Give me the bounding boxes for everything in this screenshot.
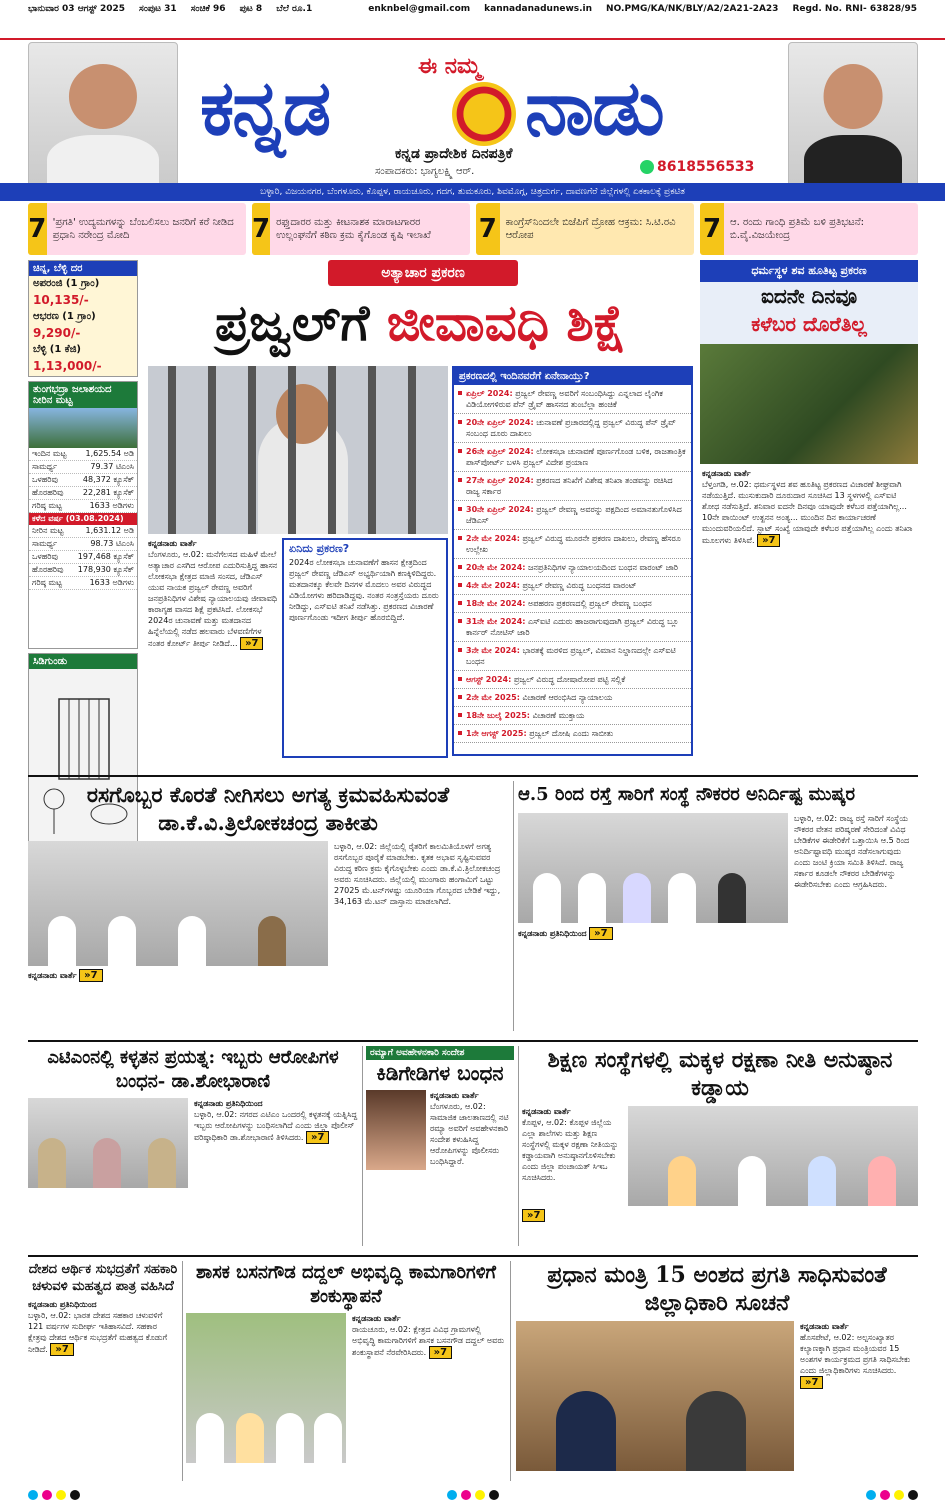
yellow-dot — [475, 1490, 485, 1500]
case-timeline — [452, 366, 693, 756]
lead-body-text: ಬೆಂಗಳೂರು, ಆ.02: ಮನೆಗೆಲಸದ ಮಹಿಳೆ ಮೇಲೆ ಅತ್ಯಾಚಾರ ಎಸಗಿದ ಆರೋಪ ಎದುರಿಸುತ್ತಿದ್ದ ಹಾಸನ ಲೋಕಸಭಾ ಕ್ಷೇತ್ರದ ಮಾಜಿ ಸಂಸದ, ಜೆಡಿಎಸ್ ಯುವ ನಾಯಕ ಪ್ರಜ್ವಲ್ ರೇವಣ್ಣ ಅವರಿಗೆ ಜನಪ್ರತಿನಿಧಿಗಳ ವಿಶೇಷ ನ್ಯಾಯಾಲಯವು ಜೀವಾವಧಿ ಕಾರಾಗೃಹ ವಾಸದ ಶಿಕ್ಷೆ ಪ್ರಕಟಿಸಿದೆ. ಲೋಕಸಭೆ 2024ರ ಚುನಾವಣೆ ಮತ್ತು ಮತದಾನದ ಹಿನ್ನೆಲೆಯಲ್ಲಿ ನಡೆದ ಹಲವಾರು ಬೆಳವಣಿಗೆಗಳ ನಂತರ ಕೋರ್ಟ್ ತೀರ್ಪು ನೀಡಿದೆ... — [148, 550, 278, 648]
atm-headline[interactable]: ಎಟಿಎಂನಲ್ಲಿ ಕಳ್ಳತನ ಪ್ರಯತ್ನ: ಇಬ್ಬರು ಆರೋಪಿಗಳ ಬಂಧನ- ಡಾ.ಶೋಭಾರಾಣಿ — [47, 1047, 339, 1092]
silver-value: 1,13,000/- — [33, 359, 102, 373]
jail-bar — [408, 366, 416, 534]
person-head — [276, 384, 330, 444]
cartoon-title: ಸಿಡಿಗುಂಡು — [29, 654, 137, 669]
timeline-event-text: ಪ್ರಜ್ವಲ್ ರೇವಣ್ಣ ಅವರನ್ನು ಪಕ್ಷದಿಂದ ಅಮಾನತುಗೊಳಿಸಿದ ಜೆಡಿಎಸ್ — [466, 505, 682, 525]
right-story-photo — [700, 344, 918, 464]
dam-row-value: 22,281 ಕ್ಯೂಸೆಕ್ — [82, 488, 134, 497]
fertilizer-body-text: ಬಳ್ಳಾರಿ, ಆ.02: ಜಿಲ್ಲೆಯಲ್ಲಿ ರೈತರಿಗೆ ಕಾಲಮಿತಿಯೊಳಗೆ ಅಗತ್ಯ ರಸಗೊಬ್ಬರ ಪೂರೈಕೆ ಮಾಡಬೇಕು. ಕೃತಕ ಅಭಾವ ಸೃಷ್ಟಿಸುವವರ ವಿರುದ್ಧ ಕಠಿಣ ಕ್ರಮ ಕೈಗೊಳ್ಳಬೇಕು ಎಂದು ಡಾ.ಕೆ.ವಿ.ತ್ರಿಲೋಕಚಂದ್ರ ಅವರು ಸೂಚಿಸಿದರು. ಜಿಲ್ಲೆಯಲ್ಲಿ ಮುಂಗಾರು ಹಂಗಾಮಿಗೆ ಒಟ್ಟು 27025 ಮೆ.ಟನ್‌ಗಳಷ್ಟು ಯೂರಿಯಾ ಗೊಬ್ಬರದ ಬೇಡಿಕೆ ಇದ್ದು, 34,163 ಮೆ.ಟನ್ ದಾಸ್ತಾನು ಮಾಡಲಾಗಿದೆ. — [334, 842, 501, 906]
gold-22-label: ಆಭರಣ (1 ಗ್ರಾಂ) — [33, 311, 96, 322]
teaser-4[interactable] — [700, 203, 918, 255]
left-leader-photo — [28, 42, 178, 197]
teaser-3[interactable] — [476, 203, 694, 255]
ramya-byline: ಕನ್ನಡನಾಡು ವಾರ್ತೆ — [430, 1091, 479, 1100]
dam-row-label: ಹೊರಹರಿವು — [32, 565, 64, 574]
timeline-event — [454, 414, 691, 443]
dadal-body-text: ರಾಯಚೂರು, ಆ.02: ಕ್ಷೇತ್ರದ ವಿವಿಧ ಗ್ರಾಮಗಳಲ್ಲಿ ಅಭಿವೃದ್ಧಿ ಕಾಮಗಾರಿಗಳಿಗೆ ಶಾಸಕ ಬಸನಗೌಡ ದದ್ದಲ್ ಅವರು ಶಂಕುಸ್ಥಾಪನೆ ನೆರವೇರಿಸಿದರು. — [352, 1325, 505, 1357]
teaser-text: ರಫ್ತುದಾರರ ಮತ್ತು ಕೀಟನಾಶಕ ಮಾರಾಟಗಾರರ ಉಲ್ಲಂಘನೆಗೆ ಕಠಿಣ ಕ್ರಮ ಕೈಗೊಂಡ ಕೃಷಿ ಇಲಾಖೆ — [276, 217, 431, 241]
timeline-event — [454, 559, 691, 577]
gold-rates — [29, 276, 137, 376]
dam-current-rows — [29, 448, 137, 513]
timeline-title: ಪ್ರಕರಣದಲ್ಲಿ ಇಂದಿನವರೆಗೆ ಏನೇನಾಯ್ತು? — [454, 368, 691, 385]
continued-page-link[interactable]: »7 — [240, 637, 263, 650]
pm15-byline: ಕನ್ನಡನಾಡು ವಾರ್ತೆ — [800, 1322, 849, 1331]
dam-row — [29, 448, 137, 461]
child-safety-body — [522, 1106, 622, 1206]
ramya-kicker: ರಮ್ಯಾಗೆ ಅವಹೇಳನಕಾರಿ ಸಂದೇಶ — [366, 1046, 514, 1060]
gold-22-value: 9,290/- — [33, 326, 81, 340]
issue-date: ಭಾನುವಾರ 03 ಆಗಸ್ಟ್ 2025 — [28, 4, 126, 14]
dam-row-value: 48,372 ಕ್ಯೂಸೆಕ್ — [82, 475, 134, 484]
timeline-event-text: ಚುನಾವಣೆ ಪ್ರಚಾರದಲ್ಲಿದ್ದ ಪ್ರಜ್ವಲ್ ವಿರುದ್ಧ ಪೆನ್ ಡ್ರೈವ್ ಸಂಬಂಧ ದೂರು ದಾಖಲು — [466, 418, 676, 438]
email-link[interactable]: enknbel@gmail.com — [368, 4, 471, 14]
left-column — [28, 260, 138, 760]
divider — [518, 1046, 519, 1246]
child-safety-byline: ಕನ್ನಡನಾಡು ವಾರ್ತೆ — [522, 1107, 571, 1116]
pm15-body — [800, 1321, 918, 1486]
rni-number: Regd. No. RNI- 63828/95 — [792, 4, 917, 14]
teaser-page: 7 — [252, 203, 270, 255]
person-shape — [668, 873, 696, 923]
brand-logo[interactable] — [190, 54, 760, 152]
strike-story — [518, 781, 918, 1033]
pm15-meeting-photo — [516, 1321, 794, 1471]
timeline-event — [454, 642, 691, 671]
lead-headline[interactable] — [148, 290, 693, 360]
teaser-page: 7 — [476, 203, 500, 255]
issue-price: ಬೆಲೆ ರೂ.1 — [276, 4, 313, 14]
brand-ee-word: ಈ ನಮ್ಮ — [418, 54, 481, 79]
timeline-event-date: 31ನೇ ಮೇ 2024: — [466, 617, 526, 626]
dam-row — [29, 500, 137, 513]
row-3 — [28, 1040, 918, 1250]
cyan-dot — [28, 1490, 38, 1500]
person-shape — [718, 873, 746, 923]
issue-volume: ಸಂಪುಟ 31 — [139, 4, 177, 14]
magenta-dot — [42, 1490, 52, 1500]
dadal-photo — [186, 1313, 346, 1463]
timeline-event-date: 27ನೇ ಏಪ್ರಿಲ್ 2024: — [466, 476, 534, 485]
pm15-body-text: ಹೊಸಪೇಟೆ, ಆ.02: ಅಲ್ಪಸಂಖ್ಯಾತರ ಕಲ್ಯಾಣಕ್ಕಾಗಿ ಪ್ರಧಾನ ಮಂತ್ರಿಯವರ 15 ಅಂಶಗಳ ಕಾರ್ಯಕ್ರಮದ ಪ್ರಗತಿ ಸಾಧಿಸಬೇಕು ಎಂದು ಜಿಲ್ಲಾಧಿಕಾರಿಗಳು ಸೂಚಿಸಿದರು. — [800, 1333, 911, 1375]
color-dots-left — [28, 1490, 80, 1504]
dam-row — [29, 525, 137, 538]
atm-press-photo — [28, 1098, 188, 1188]
child-safety-cont — [522, 1206, 918, 1222]
dam-row-value: 1,625.54 ಅಡಿ — [85, 449, 134, 458]
dam-row-label: ಇಂದಿನ ಮಟ್ಟ — [32, 449, 67, 458]
teaser-page: 7 — [700, 203, 724, 255]
yellow-dot — [56, 1490, 66, 1500]
dam-row — [29, 538, 137, 551]
brand-right-word: ನಾಡು — [525, 63, 663, 152]
lead-kicker: ಅತ್ಯಾಚಾರ ಪ್ರಕರಣ — [328, 260, 518, 286]
timeline-event-text: ಭಾರತಕ್ಕೆ ಮರಳಿದ ಪ್ರಜ್ವಲ್, ವಿಮಾನ ನಿಲ್ದಾಣದಲ್ಲೇ ಎಸ್‌ಐಟಿ ಬಂಧನ — [466, 646, 676, 666]
postal-reg: NO.PMG/KA/NK/BLY/A2/2A21-2A23 — [606, 4, 779, 14]
cooperative-byline: ಕನ್ನಡನಾಡು ಪ್ರತಿನಿಧಿಯಿಂದ — [28, 1300, 97, 1309]
timeline-event-date: ಏಪ್ರಿಲ್ 2024: — [466, 389, 513, 398]
dam-row-label: ಒಳಹರಿವು — [32, 475, 59, 484]
color-dots-right — [866, 1490, 918, 1504]
fertilizer-body-cont — [28, 966, 508, 1034]
yellow-dot — [894, 1490, 904, 1500]
timeline-event-text: ಪ್ರಜ್ವಲ್ ರೇವಣ್ಣ ಅವರಿಗೆ ಸಂಬಂಧಿಸಿದ್ದು ಎನ್ನಲಾದ ಲೈಂಗಿಕ ವಿಡಿಯೋಗಳಿರುವ ಪೆನ್‌ ಡ್ರೈವ್ ಹಾಸನದ ತುಂಬೆಲ್ಲಾ ಹಂಚಿಕೆ — [466, 389, 663, 409]
dam-photo — [29, 408, 137, 448]
timeline-event-date: 20ನೇ ಏಪ್ರಿಲ್ 2024: — [466, 418, 534, 427]
timeline-event-text: ವಿಚಾರಣೆ ಮುಕ್ತಾಯ — [532, 711, 585, 720]
person-shape — [236, 1413, 264, 1463]
black-dot — [908, 1490, 918, 1500]
timeline-event-text: ಜನಪ್ರತಿನಿಧಿಗಳ ನ್ಯಾಯಾಲಯದಿಂದ ಬಂಧನ ವಾರಂಟ್ ಜಾರಿ — [528, 563, 679, 572]
continued-page-link[interactable]: »7 — [800, 1376, 823, 1389]
ramya-photo — [366, 1090, 426, 1170]
timeline-event — [454, 472, 691, 501]
atm-body-text: ಬಳ್ಳಾರಿ, ಆ.02: ನಗರದ ಎಟಿಎಂ ಒಂದರಲ್ಲಿ ಕಳ್ಳತನಕ್ಕೆ ಯತ್ನಿಸಿದ್ದ ಇಬ್ಬರು ಆರೋಪಿಗಳನ್ನು ಬಂಧಿಸಲಾಗಿದೆ ಎಂದು ಜಿಲ್ಲಾ ಪೊಲೀಸ್ ವರಿಷ್ಠಾಧಿಕಾರಿ ಡಾ.ಶೋಭಾರಾಣಿ ತಿಳಿಸಿದರು. — [194, 1110, 358, 1142]
lead-byline: ಕನ್ನಡನಾಡು ವಾರ್ತೆ — [148, 539, 197, 548]
person-shape — [314, 1413, 342, 1463]
teaser-text: ಕಾಂಗ್ರೆಸ್‌ನಿಂದಲೇ ಬಿಜೆಪಿಗೆ ದ್ರೋಹ ಆಕ್ರಮ: ಸಿ.ಟಿ.ರವಿ ಆರೋಪ — [505, 217, 676, 241]
phone-text: 8618556533 — [657, 159, 755, 175]
row-2 — [28, 775, 918, 1035]
timeline-event — [454, 530, 691, 559]
strike-byline: ಕನ್ನಡನಾಡು ಪ್ರತಿನಿಧಿಯಿಂದ — [518, 929, 587, 938]
person-shape — [578, 873, 606, 923]
timeline-event — [454, 501, 691, 530]
tagline: ಕನ್ನಡ ಪ್ರಾದೇಶಿಕ ದಿನಪತ್ರಿಕೆ — [395, 146, 513, 162]
jail-bar — [248, 366, 256, 534]
person-shape — [556, 1391, 616, 1471]
right-byline: ಕನ್ನಡನಾಡು ವಾರ್ತೆ — [702, 469, 751, 478]
row-4 — [28, 1255, 918, 1485]
jail-bar — [288, 366, 296, 534]
issue-info — [28, 4, 312, 14]
timeline-event-text: ಪ್ರಜ್ವಲ್ ವಿರುದ್ಧ ಮೂರನೇ ಪ್ರಕರಣ ದಾಖಲು, ರೇವಣ್ಣ ಹೆಸರೂ ಉಲ್ಲೇಖ — [466, 534, 681, 554]
black-dot — [70, 1490, 80, 1500]
person-shape — [668, 1156, 696, 1206]
right-kicker: ಧರ್ಮಸ್ಥಳ ಶವ ಹೂತಿಟ್ಟ ಪ್ರಕರಣ — [700, 260, 918, 282]
timeline-event-text: ಎಸ್‌ಐಟಿ ಎದುರು ಹಾಜರಾಗುವುದಾಗಿ ಪ್ರಜ್ವಲ್ ವಿರುದ್ಧ ಬ್ಲೂ ಕಾರ್ನರ್ ನೋಟಿಸ್ ಜಾರಿ — [466, 617, 679, 637]
timeline-event-date: 2ನೇ ಮೇ 2024: — [466, 534, 520, 543]
face-shape — [69, 64, 137, 128]
divider — [510, 1261, 511, 1481]
teaser-text: ಆ. ರಂದು ಗಾಂಧಿ ಪ್ರತಿಮೆ ಬಳಿ ಪ್ರತಿಭಟನೆ: ಬಿ.ವೈ.ವಿಜಯೇಂದ್ರ — [730, 217, 864, 241]
person-shape — [148, 1138, 176, 1188]
right-headline-part2: ಕಳೆಬರ ದೊರೆತಿಲ್ಲ — [751, 312, 867, 336]
cyan-dot — [866, 1490, 876, 1500]
gold-24-label: ಅಪರಂಜಿ (1 ಗ್ರಾಂ) — [33, 278, 100, 289]
dadal-body — [352, 1313, 506, 1473]
cyan-dot — [447, 1490, 457, 1500]
person-shape — [686, 1391, 746, 1471]
fertilizer-body — [334, 841, 508, 966]
dam-row — [29, 474, 137, 487]
what-is-case-box — [282, 538, 448, 758]
jail-bar — [368, 366, 376, 534]
continued-page-link[interactable]: »7 — [50, 1343, 73, 1356]
timeline-event-date: 30ನೇ ಏಪ್ರಿಲ್ 2024: — [466, 505, 534, 514]
jail-bar — [328, 366, 336, 534]
ramya-headline[interactable]: ಕಿಡಿಗೇಡಿಗಳ ಬಂಧನ — [376, 1061, 504, 1085]
person-shape — [868, 1156, 896, 1206]
gold-24-value: 10,135/- — [33, 293, 89, 307]
magenta-dot — [880, 1490, 890, 1500]
dam-row — [29, 487, 137, 500]
timeline-event — [454, 443, 691, 472]
timeline-event-text: ಪ್ರಜ್ವಲ್ ದೋಷಿ ಎಂದು ಸಾಬೀತು — [529, 729, 614, 738]
strike-body — [518, 927, 788, 1017]
timeline-event — [454, 385, 691, 414]
teaser-1[interactable] — [28, 203, 246, 255]
timeline-event-date: ಆಗಸ್ಟ್ 2024: — [466, 675, 512, 684]
strike-press-photo — [518, 813, 788, 923]
what-is-case-body: 2024ರ ಲೋಕಸಭಾ ಚುನಾವಣೆಗೆ ಹಾಸನ ಕ್ಷೇತ್ರದಿಂದ ಪ್ರಜ್ವಲ್ ರೇವಣ್ಣ ಜೆಡಿಎಸ್ ಅಭ್ಯರ್ಥಿಯಾಗಿ ಕಣಕ್ಕಿಳಿದಿದ್ದರು. ಮತದಾನಕ್ಕೂ ಕೆಲವೇ ದಿನಗಳ ಮೊದಲು ಅವರ ವಿರುದ್ಧದ ವಿಡಿಯೋಗಳು ಹರಿದಾಡಿದ್ದವು. ನಂತರ ಸಂತ್ರಸ್ತೆಯರು ದೂರು ನೀಡಿದ್ದು, ಎಸ್‌ಐಟಿ ತನಿಖೆ ನಡೆಸಿತ್ತು. ಪ್ರಕರಣದ ವಿಚಾರಣೆ ಪೂರ್ಣಗೊಂಡು ಇದೀಗ ತೀರ್ಪು ಹೊರಬಿದ್ದಿದೆ. — [289, 558, 439, 622]
right-headline-part1: ಐದನೇ ದಿನವೂ — [760, 284, 858, 308]
timeline-event — [454, 689, 691, 707]
dam-row-value: 79.37 ಟಿಎಂಸಿ — [90, 462, 134, 471]
issue-number: ಸಂಚಿಕೆ 96 — [190, 4, 226, 14]
person-shape — [808, 1156, 836, 1206]
person-shape — [258, 916, 286, 966]
fertilizer-headline[interactable]: ರಸಗೊಬ್ಬರ ಕೊರತೆ ನೀಗಿಸಲು ಅಗತ್ಯ ಕ್ರಮವಹಿಸುವಂತೆ ಡಾ.ಕೆ.ವಿ.ತ್ರಿಲೋಕಚಂದ್ರ ತಾಕೀತು — [86, 782, 450, 835]
timeline-event-text: ವಿಚಾರಣೆ ಆರಂಭಿಸಿದ ನ್ಯಾಯಾಲಯ — [522, 693, 613, 702]
gold-rate-box — [28, 260, 138, 377]
masthead — [0, 22, 945, 192]
timeline-event-text: ಅಪಹರಣ ಪ್ರಕರಣದಲ್ಲಿ ಪ್ರಜ್ವಲ್ ರೇವಣ್ಣ ಬಂಧನ — [528, 599, 652, 608]
whatsapp-number[interactable] — [640, 159, 754, 175]
dam-row-label: ಒಳಹರಿವು — [32, 552, 59, 561]
lead-body — [148, 538, 278, 650]
person-shape — [738, 1156, 766, 1206]
dam-last-year-title: ಕಳೆದ ವರ್ಷ (03.08.2024) — [29, 513, 137, 525]
divider — [513, 781, 514, 1031]
what-is-case-title: ಏನಿದು ಪ್ರಕರಣ? — [289, 542, 350, 555]
continued-page-link[interactable]: »7 — [79, 969, 102, 982]
person-shape — [93, 1138, 121, 1188]
right-story-body — [700, 464, 918, 754]
timeline-event-date: 20ನೇ ಮೇ 2024: — [466, 563, 526, 572]
divider — [362, 1046, 363, 1246]
timeline-event — [454, 725, 691, 743]
dharmasthala-story — [700, 260, 918, 760]
timeline-event-text: ಪ್ರಜ್ವಲ್ ವಿರುದ್ಧ ದೋಷಾರೋಪ ಪಟ್ಟಿ ಸಲ್ಲಿಕೆ — [513, 675, 626, 684]
teaser-page: 7 — [28, 203, 47, 255]
person-shape — [178, 916, 206, 966]
timeline-event — [454, 595, 691, 613]
timeline-event-text: ಪ್ರಕರಣದ ತನಿಖೆಗೆ ವಿಶೇಷ ತನಿಖಾ ತಂಡವನ್ನು ರಚಿಸಿದ ರಾಜ್ಯ ಸರ್ಕಾರ — [466, 476, 673, 496]
districts-bar: ಬಳ್ಳಾರಿ, ವಿಜಯನಗರ, ಬೆಂಗಳೂರು, ಕೊಪ್ಪಳ, ರಾಯಚೂರು, ಗದಗ, ತುಮಕೂರು, ಶಿವಮೊಗ್ಗ, ಚಿತ್ರದುರ್ಗ, ದಾವಣಗೆರೆ ಜಿಲ್ಲೆಗಳಲ್ಲಿ ಏಕಕಾಲಕ್ಕೆ ಪ್ರಕಟಿತ — [0, 183, 945, 201]
timeline-event-date: 3ನೇ ಮೇ 2024: — [466, 646, 520, 655]
timeline-event-date: 18ನೇ ಮೇ 2024: — [466, 599, 526, 608]
strike-body-text: ಬಳ್ಳಾರಿ, ಆ.02: ರಾಜ್ಯ ರಸ್ತೆ ಸಾರಿಗೆ ಸಂಸ್ಥೆಯ ನೌಕರರ ವೇತನ ಪರಿಷ್ಕರಣೆ ಸೇರಿದಂತೆ ವಿವಿಧ ಬೇಡಿಕೆಗಳ ಈಡೇರಿಕೆಗೆ ಒತ್ತಾಯಿಸಿ ಆ.5 ರಿಂದ ಅನಿರ್ದಿಷ್ಟಾವಧಿ ಮುಷ್ಕರ ನಡೆಸಲಾಗುವುದು ಎಂದು ಜಂಟಿ ಕ್ರಿಯಾ ಸಮಿತಿ ತಿಳಿಸಿದೆ. ರಾಜ್ಯ ಸರ್ಕಾರ ಕೂಡಲೇ ನೌಕರರ ಬೇಡಿಕೆಗಳನ್ನು ಈಡೇರಿಸಬೇಕು ಎಂದು ಆಗ್ರಹಿಸಿದರು. — [794, 814, 910, 889]
color-dots-center — [447, 1490, 499, 1504]
dam-row — [29, 551, 137, 564]
teaser-text: 'ಪ್ರಗತಿ' ಉದ್ಯಮಗಳನ್ನು ಬೆಂಬಲಿಸಲು ಜನರಿಗೆ ಕರೆ ನೀಡಿದ ಪ್ರಧಾನಿ ನರೇಂದ್ರ ಮೋದಿ — [52, 217, 234, 241]
cooperative-headline[interactable]: ದೇಶದ ಆರ್ಥಿಕ ಸುಭದ್ರತೆಗೆ ಸಹಕಾರಿ ಚಳುವಳಿ ಮಹತ್ವದ ಪಾತ್ರ ವಹಿಸಿದೆ — [28, 1262, 178, 1294]
dam-row-value: 178,930 ಕ್ಯೂಸೆಕ್ — [77, 565, 134, 574]
dam-row-value: 1633 ಅಡಿಗಳು — [89, 578, 134, 587]
ramya-body — [430, 1090, 514, 1210]
website-link[interactable]: kannadanadunews.in — [484, 4, 593, 14]
jail-bar — [208, 366, 216, 534]
person-shape — [108, 916, 136, 966]
ramya-body-text: ಬೆಂಗಳೂರು, ಆ.02: ಸಾಮಾಜಿಕ ಜಾಲತಾಣದಲ್ಲಿ ನಟಿ ರಮ್ಯಾ ಅವರಿಗೆ ಅವಹೇಳನಕಾರಿ ಸಂದೇಶ ಕಳುಹಿಸಿದ್ದ ಆರೋಪಿಗಳನ್ನು ಪೊಲೀಸರು ಬಂಧಿಸಿದ್ದಾರೆ. — [430, 1102, 509, 1166]
child-safety-headline[interactable]: ಶಿಕ್ಷಣ ಸಂಸ್ಥೆಗಳಲ್ಲಿ ಮಕ್ಕಳ ರಕ್ಷಣಾ ನೀತಿ ಅನುಷ್ಠಾನ ಕಡ್ಡಾಯ — [547, 1047, 893, 1101]
magenta-dot — [461, 1490, 471, 1500]
lead-headline-part1: ಪ್ರಜ್ವಲ್‌ಗೆ — [214, 293, 370, 352]
timeline-event-date: 1ನೇ ಆಗಸ್ಟ್ 2025: — [466, 729, 527, 738]
person-shape — [623, 873, 651, 923]
dam-row-label: ಗರಿಷ್ಠ ಮಟ್ಟ — [32, 501, 62, 510]
continued-page-link[interactable]: »7 — [429, 1346, 452, 1359]
pm15-headline[interactable]: ಪ್ರಧಾನ ಮಂತ್ರಿ 15 ಅಂಶದ ಪ್ರಗತಿ ಸಾಧಿಸುವಂತೆ ಜಿಲ್ಲಾಧಿಕಾರಿ ಸೂಚನೆ — [547, 1262, 887, 1316]
dadal-byline: ಕನ್ನಡನಾಡು ವಾರ್ತೆ — [352, 1314, 401, 1323]
right-body-text: ಬೆಳ್ತಂಗಡಿ, ಆ.02: ಧರ್ಮಸ್ಥಳದ ಶವ ಹೂತಿಟ್ಟ ಪ್ರಕರಣದ ವಿಚಾರಣೆ ಶೀಘ್ರವಾಗಿ ನಡೆಯುತ್ತಿದೆ. ಮುಸುಕುದಾರಿ ದೂರುದಾರ ಸೂಚಿಸಿದ 13 ಸ್ಥಳಗಳಲ್ಲಿ ಎಸ್‌ಐಟಿ ಶೋಧ ನಡೆಸುತ್ತಿದೆ. ಶನಿವಾರ ಐದನೇ ದಿನವೂ ಯಾವುದೇ ಕಳೆಬರ ಪತ್ತೆಯಾಗಿಲ್ಲ... 10ನೇ ಪಾಯಿಂಟ್ ಉತ್ಖನನ ಅಂತ್ಯ... ಮುಂದಿನ ದಿನ ಕಾರ್ಯಾಚರಣೆ ಮುಂದುವರಿಯಲಿದೆ. ಸ್ಪಾಟ್ ಸಂಖ್ಯೆ ಯಾವುದೇ ಕಳೆಬರ ಪತ್ತೆಯಾಗಿಲ್ಲ ಎಂದು ತನಿಖಾ ಮೂಲಗಳು ತಿಳಿಸಿವೆ. — [702, 480, 913, 545]
dam-last-year-rows — [29, 525, 137, 590]
cooperative-story — [28, 1261, 178, 1449]
dam-row — [29, 461, 137, 474]
ramya-story — [366, 1046, 514, 1210]
person-shape — [196, 1413, 224, 1463]
lead-photo — [148, 366, 448, 534]
editor-line: ಸಂಪಾದಕರು: ಭಾಗ್ಯಲಕ್ಷ್ಮಿ ಆರ್. — [375, 166, 475, 177]
continued-page-link[interactable]: »7 — [522, 1209, 545, 1222]
timeline-event-text: ಪ್ರಜ್ವಲ್ ರೇವಣ್ಣ ವಿರುದ್ಧ ಬಂಧನದ ವಾರಂಟ್ — [522, 581, 637, 590]
karnataka-emblem-icon — [452, 82, 516, 146]
dam-row — [29, 564, 137, 577]
timeline-event — [454, 613, 691, 642]
cooperative-body-text: ಬಳ್ಳಾರಿ, ಆ.02: ಭಾರತ ದೇಶದ ಸಹಕಾರ ಚಳುವಳಿಗೆ 121 ವರ್ಷಗಳ ಸುದೀರ್ಘ ಇತಿಹಾಸವಿದೆ. ಸಹಕಾರ ಕ್ಷೇತ್ರವು ದೇಶದ ಆರ್ಥಿಕ ಸುಭದ್ರತೆಗೆ ಮಹತ್ವದ ಕೊಡುಗೆ ನೀಡಿದೆ. — [28, 1311, 168, 1354]
atm-theft-story — [28, 1046, 358, 1248]
dam-row-value: 197,468 ಕ್ಯೂಸೆಕ್ — [77, 552, 134, 561]
dam-row-label: ಸಾಮರ್ಥ್ಯ — [32, 539, 58, 548]
dam-row-label: ಸಾಮರ್ಥ್ಯ — [32, 462, 58, 471]
jail-bar — [168, 366, 176, 534]
child-safety-story — [522, 1046, 918, 1222]
person-shape — [276, 1413, 304, 1463]
fertilizer-meeting-photo — [28, 841, 328, 966]
silver-label: ಬೆಳ್ಳಿ (1 ಕೆಜಿ) — [33, 344, 81, 355]
pm15-story — [516, 1261, 918, 1486]
whatsapp-icon — [640, 160, 654, 174]
continued-page-link[interactable]: »7 — [306, 1131, 329, 1144]
child-safety-body-text: ಕೊಪ್ಪಳ, ಆ.02: ಕೊಪ್ಪಳ ಜಿಲ್ಲೆಯ ಎಲ್ಲಾ ಶಾಲೆಗಳು ಮತ್ತು ಶಿಕ್ಷಣ ಸಂಸ್ಥೆಗಳಲ್ಲಿ ಮಕ್ಕಳ ರಕ್ಷಣಾ ನೀತಿಯನ್ನು ಕಡ್ಡಾಯವಾಗಿ ಅನುಷ್ಠಾನಗೊಳಿಸಬೇಕು ಎಂದು ಜಿಲ್ಲಾ ಪಂಚಾಯತ್ ಸಿಇಒ ಸೂಚಿಸಿದರು. — [522, 1118, 619, 1182]
gold-title: ಚಿನ್ನ, ಬೆಳ್ಳಿ ದರ — [29, 261, 137, 276]
dam-row — [29, 577, 137, 590]
contact-info — [368, 4, 917, 14]
child-safety-photo — [628, 1106, 918, 1206]
teaser-2[interactable] — [252, 203, 470, 255]
dam-row-value: 1633 ಅಡಿಗಳು — [89, 501, 134, 510]
timeline-event — [454, 707, 691, 725]
dam-row-value: 98.73 ಟಿಎಂಸಿ — [90, 539, 134, 548]
fertilizer-byline: ಕನ್ನಡನಾಡು ವಾರ್ತೆ — [28, 971, 77, 980]
dadal-story — [186, 1261, 506, 1473]
issue-pages: ಪುಟ 8 — [239, 4, 263, 14]
fertilizer-story — [28, 781, 508, 1034]
atm-byline: ಕನ್ನಡನಾಡು ಪ್ರತಿನಿಧಿಯಿಂದ — [194, 1099, 263, 1108]
timeline-event-date: 18ನೇ ಜುಲೈ 2025: — [466, 711, 531, 720]
person-shape — [533, 873, 561, 923]
timeline-event-date: 4ನೇ ಮೇ 2024: — [466, 581, 520, 590]
lead-story — [148, 260, 693, 760]
right-leader-photo — [788, 42, 918, 197]
continued-page-link[interactable]: »7 — [589, 927, 612, 940]
timeline-event — [454, 671, 691, 689]
divider — [182, 1261, 183, 1481]
cooperative-body — [28, 1299, 178, 1449]
dam-row-value: 1,631.12 ಅಡಿ — [85, 526, 134, 535]
dam-title: ತುಂಗಭದ್ರಾ ಜಲಾಶಯದ ನೀರಿನ ಮಟ್ಟ — [29, 382, 137, 408]
timeline-event-date: 2ನೇ ಮೇ 2025: — [466, 693, 520, 702]
dam-row-label: ನೀರಿನ ಮಟ್ಟ — [32, 526, 64, 535]
dadal-headline[interactable]: ಶಾಸಕ ಬಸನಗೌಡ ದದ್ದಲ್ ಅಭಿವೃದ್ಧಿ ಕಾಮಗಾರಿಗಳಿಗೆ ಶಂಕುಸ್ಥಾಪನೆ — [195, 1262, 496, 1307]
person-shape — [38, 1138, 66, 1188]
face-shape — [824, 64, 883, 128]
strike-body-side — [794, 813, 918, 1033]
print-registration-marks — [28, 1490, 918, 1504]
dam-row-label: ಹೊರಹರಿವು — [32, 488, 64, 497]
dam-level-box — [28, 381, 138, 649]
dam-row-label: ಗರಿಷ್ಠ ಮಟ್ಟ — [32, 578, 62, 587]
black-dot — [489, 1490, 499, 1500]
teaser-strip — [28, 203, 918, 255]
right-headline[interactable] — [700, 282, 918, 344]
continued-page-link[interactable]: »7 — [757, 534, 780, 547]
person-shape — [48, 916, 76, 966]
strike-headline[interactable]: ಆ.5 ರಿಂದ ರಸ್ತೆ ಸಾರಿಗೆ ಸಂಸ್ಥೆ ನೌಕರರ ಅನಿರ್ದಿಷ್ಟ ಮುಷ್ಕರ — [518, 784, 855, 805]
atm-body — [194, 1098, 358, 1248]
lead-headline-part2: ಜೀವಾವಧಿ ಶಿಕ್ಷೆ — [386, 293, 627, 352]
timeline-event-text: ಲೋಕಸಭಾ ಚುನಾವಣೆ ಪೂರ್ಣಗೊಂಡ ಬಳಿಕ, ರಾಜತಾಂತ್ರಿಕ ಪಾಸ್‌ಪೋರ್ಟ್ ಬಳಸಿ ಪ್ರಜ್ವಲ್ ವಿದೇಶ ಪ್ರಯಾಣ — [466, 447, 686, 467]
timeline-events — [454, 385, 691, 743]
timeline-event-date: 26ನೇ ಏಪ್ರಿಲ್ 2024: — [466, 447, 534, 456]
brand-left-word: ಕನ್ನಡ — [200, 63, 330, 152]
timeline-event — [454, 577, 691, 595]
